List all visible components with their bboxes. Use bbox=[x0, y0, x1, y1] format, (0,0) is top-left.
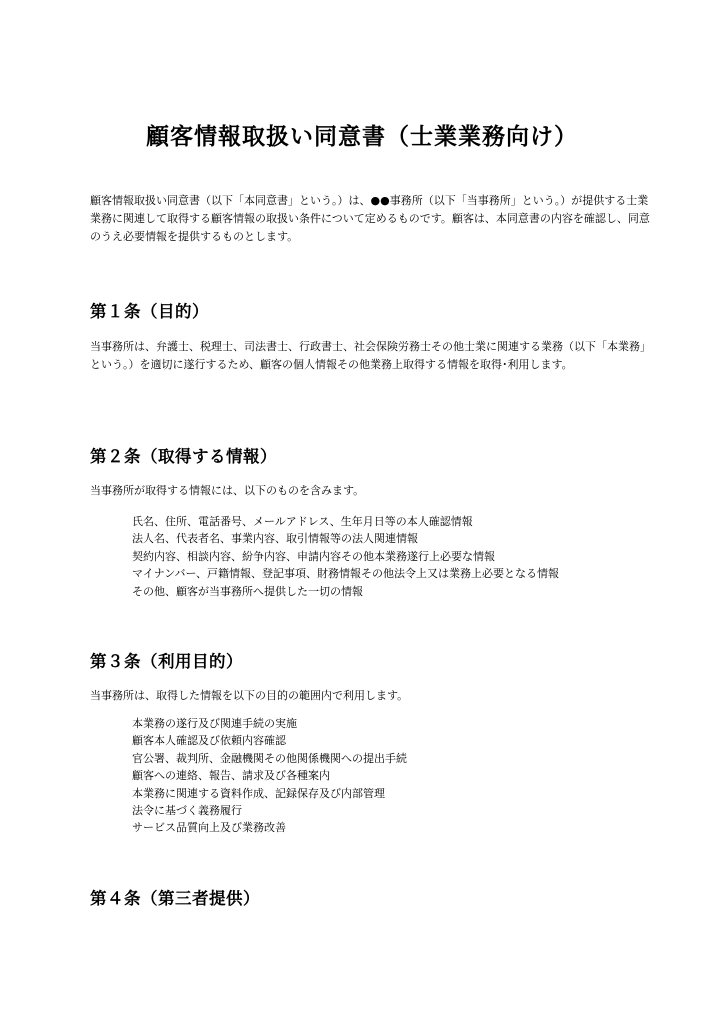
list-item: 法人名、代表者名、事業内容、取引情報等の法人関連情報 bbox=[132, 532, 418, 546]
list-item: 本業務に関連する資料作成、記録保存及び内部管理 bbox=[132, 786, 385, 800]
article-4-heading: 第４条（第三者提供） bbox=[90, 889, 260, 908]
article-2-heading: 第２条（取得する情報） bbox=[90, 447, 277, 466]
article-2-list bbox=[132, 513, 559, 600]
document-title: 顧客情報取扱い同意書（士業業務向け） bbox=[146, 124, 578, 150]
list-item: 顧客本人確認及び依頼内容確認 bbox=[132, 734, 286, 748]
article-1-body: 当事務所は、弁護士、税理士、司法書士、行政書士、社会保険労務士その他士業に関連する業務（以下「本業務」という。）を適切に遂行するため、顧客の個人情報その他業務上取得する情報を取得･利用します。 bbox=[90, 340, 646, 371]
list-item: 顧客への連絡、報告、請求及び各種案内 bbox=[132, 769, 330, 783]
intro-paragraph: 顧客情報取扱い同意書（以下「本同意書」という。）は、●●事務所（以下「当事務所」という。）が提供する士業業務に関連して取得する顧客情報の取扱い条件について定めるものです。顧客は、本同意書の内容を確認し、同意のうえ必要情報を提供するものとします。 bbox=[90, 194, 650, 243]
list-item: 氏名、住所、電話番号、メールアドレス、生年月日等の本人確認情報 bbox=[132, 515, 473, 528]
list-item: 官公署、裁判所、金融機関その他関係機関への提出手続 bbox=[132, 751, 407, 765]
list-item: 法令に基づく義務履行 bbox=[132, 804, 242, 818]
article-3-body: 当事務所は、取得した情報を以下の目的の範囲内で利用します。 bbox=[90, 689, 409, 702]
article-3-list bbox=[132, 715, 407, 837]
article-3-heading: 第３条（利用目的） bbox=[90, 652, 243, 671]
article-1-heading: 第１条（目的） bbox=[90, 302, 209, 321]
list-item: マイナンバー、戸籍情報、登記事項、財務情報その他法令上又は業務上必要となる情報 bbox=[132, 567, 560, 581]
list-item: 契約内容、相談内容、紛争内容、申請内容その他本業務遂行上必要な情報 bbox=[132, 549, 495, 563]
list-item: 本業務の遂行及び関連手続の実施 bbox=[132, 717, 297, 730]
list-item: その他、顧客が当事務所へ提供した一切の情報 bbox=[132, 584, 363, 598]
article-2-body: 当事務所が取得する情報には、以下のものを含みます。 bbox=[90, 484, 365, 497]
list-item: サービス品質向上及び業務改善 bbox=[132, 821, 286, 835]
